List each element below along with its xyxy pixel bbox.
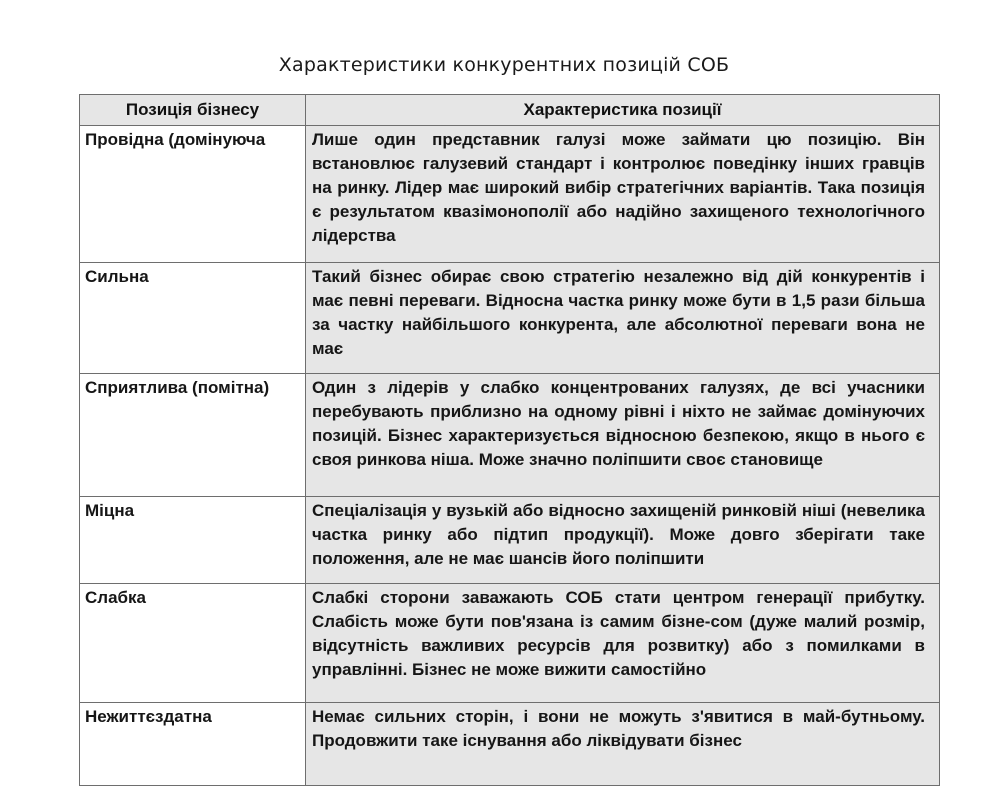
table-row bbox=[80, 126, 940, 263]
table-row bbox=[80, 703, 940, 786]
description-cell: Спеціалізація у вузькій або відносно захищеній ринковій ніші (невелика частка ринку або підтип продукції). Може довго зберігати таке положення, але не має шансів його поліпшити bbox=[306, 497, 940, 584]
description-cell: Слабкі сторони заважають СОБ стати центром генерації прибутку. Слабість може бути пов'язана із самим бізне-сом (дуже малий розмір, відсутність важливих ресурсів для розвитку) або з помилками в управлінні. Бізнес не може вижити самостійно bbox=[306, 584, 940, 703]
position-cell: Слабка bbox=[80, 584, 306, 703]
header-position: Позиція бізнесу bbox=[80, 95, 306, 126]
table-row bbox=[80, 263, 940, 374]
page-title: Характеристики конкурентних позицій СОБ bbox=[278, 54, 730, 76]
description-cell: Немає сильних сторін, і вони не можуть з'явитися в май-бутньому. Продовжити таке існування або ліквідувати бізнес bbox=[306, 703, 940, 786]
description-cell: Один з лідерів у слабко концентрованих галузях, де всі учасники перебувають приблизно на одному рівні і ніхто не займає домінуючих позицій. Бізнес характеризується відносною безпекою, якщо в нього є своя ринкова ніша. Може значно поліпшити своє становище bbox=[306, 374, 940, 497]
table-row bbox=[80, 374, 940, 497]
position-cell: Сильна bbox=[80, 263, 306, 374]
table-row bbox=[80, 497, 940, 584]
table-row bbox=[80, 584, 940, 703]
position-cell: Міцна bbox=[80, 497, 306, 584]
position-cell: Нежиттєздатна bbox=[80, 703, 306, 786]
position-cell: Сприятлива (помітна) bbox=[80, 374, 306, 497]
description-cell: Такий бізнес обирає свою стратегію незалежно від дій конкурентів і має певні переваги. Відносна частка ринку може бути в 1,5 рази більша за частку найбільшого конкурента, але абсолютної переваги вона не має bbox=[306, 263, 940, 374]
description-cell: Лише один представник галузі може займати цю позицію. Він встановлює галузевий стандарт і контролює поведінку інших гравців на ринку. Лідер має широкий вибір стратегічних варіантів. Така позиція є результатом квазімонополії або надійно захищеного технологічного лідерства bbox=[306, 126, 940, 263]
table-header-row bbox=[80, 95, 940, 126]
position-cell: Провідна (домінуюча bbox=[80, 126, 306, 263]
positions-table bbox=[79, 94, 940, 786]
header-characteristic: Характеристика позиції bbox=[306, 95, 940, 126]
